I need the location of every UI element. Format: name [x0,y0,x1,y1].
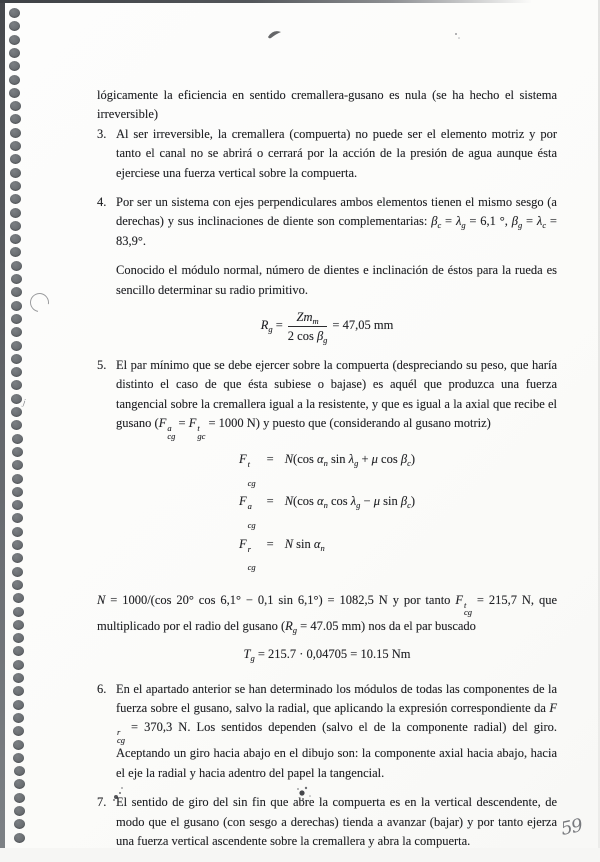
equals-sign: = [266,494,274,509]
document-content [97,86,557,862]
binding-hole [11,394,22,404]
binding-hole [14,819,25,829]
math-italic: N [97,592,106,607]
binding-hole [12,500,23,510]
formula-pitch-radius [260,310,394,346]
binding-hole [13,726,24,736]
math-token: $\beta_g$ [511,214,523,231]
binding-hole [12,460,23,470]
binding-hole [9,61,20,71]
math-token: F t cg [455,592,473,618]
binding-holes-column [0,0,28,848]
item-text: En el apartado anterior se han determinado los módulos de todas las componentes de la fuerza sobre el gusano, salvo la radial, que aplicando la expresión correspondiente da F r cg = 370,3 N. Los sentidos dependen (salvo el de la componente radial) del giro. Aceptando un giro hacia abajo en el dibujo son: la componente axial hacia abajo, hacia el eje la radial y hacia adentro del papel la tangencial. [116,681,557,780]
binding-hole [13,673,24,683]
item-text: El par mínimo que se debe ejercer sobre la compuerta (despreciando su peso, que haría distinto el caso de que ésta subiese o bajase) es aquél que produzca una fuerza tangencial sobre la cremallera igual a la resistente, y que es igual a la axial que recibe el gusano (F a cg = F t gc = 1000 N) y puesto que (considerando al gusano motriz) [116,358,557,441]
binding-hole [14,806,25,816]
binding-hole [10,141,21,151]
binding-hole [13,700,24,710]
formula-torque: $T_g = 215.7 \cdot 0,04705 = 10.15$ Nm [243,647,411,664]
binding-hole [13,593,24,603]
binding-hole [12,527,23,537]
binding-hole [12,487,23,497]
binding-hole [13,620,24,630]
formula-result: = 47,05 mm [332,318,394,333]
math-token: $\beta_c$ [400,452,411,469]
math-token: F a cg [158,416,176,441]
fraction-numerator [288,310,328,327]
math-token: $Zm_m$ [296,310,319,327]
binding-hole [12,474,23,484]
math-token: F a cg [238,494,256,531]
binding-hole [9,75,20,85]
equation-rhs: N(cos $\alpha_n$ $\cos \lambda_g - \mu$ $\sin \beta_c$) [284,494,416,511]
binding-hole [10,247,21,257]
item-subparagraph: Conocido el módulo normal, número de dientes e inclinación de éstos para la rueda es sencillo determinar su radio primitivo. [116,263,557,297]
binding-hole [12,447,23,457]
binding-hole [14,833,25,843]
binding-hole [11,380,22,390]
binding-hole [12,434,23,444]
binding-hole [10,194,21,204]
item-number: 3. [97,126,107,141]
math-token: $R_g$ [260,318,273,335]
binding-hole [11,314,22,324]
binding-hole [13,646,24,656]
math-token: $\alpha_n$ [317,452,328,469]
equation-rhs: N(cos $\alpha_n$ $\sin \lambda_g + \mu$ $\cos \beta_c$) [284,452,416,469]
fraction-denominator: 2 $\cos \beta_g$ [287,329,328,346]
binding-hole [11,301,22,311]
math-token: $R_g$ [285,618,298,635]
equation-lhs [239,535,256,577]
binding-hole [13,607,24,617]
math-token: $\alpha_n$ [317,494,328,511]
binding-hole [10,101,21,111]
pencil-circle-mark [26,289,52,315]
item-number: 7. [97,795,107,810]
binding-hole [14,766,25,776]
formula-lhs: $R_g$ = [260,318,283,335]
ink-smudge-top [266,27,286,41]
math-token: F t cg [238,452,256,488]
binding-hole [10,221,21,231]
binding-hole [13,713,24,723]
math-token: $\beta_g$ [316,329,328,346]
equation-rhs: N $\sin \alpha_n$ [284,536,325,553]
fraction [287,310,328,346]
item-number: 4. [97,195,107,210]
math-italic: N [284,536,294,551]
item-number: 5. [97,358,107,373]
math-token: $\alpha_n$ [313,536,325,553]
math-token: $\lambda_g$ [350,494,361,511]
list-item-7 [97,793,557,851]
binding-hole [13,686,24,696]
binding-hole [10,128,21,138]
binding-hole [11,367,22,377]
binding-hole [11,341,22,351]
force-equation-system [239,450,415,577]
math-token: $\lambda_g$ [455,214,466,231]
binding-hole [9,8,20,18]
binding-hole [9,88,20,98]
binding-hole [10,208,21,218]
binding-hole [13,740,24,750]
binding-hole [13,753,24,763]
math-token: $\lambda_g$ [348,452,359,469]
list-item-5 [97,356,557,440]
equation-lhs [239,450,256,492]
binding-hole [9,35,20,45]
list-item-4 [97,193,557,300]
binding-hole [9,21,20,31]
binding-hole [13,660,24,670]
math-token: $T_g$ [243,647,255,664]
equation-lhs [239,492,256,534]
binding-hole [11,354,22,364]
math-italic: N [284,494,294,509]
binding-hole [14,793,25,803]
math-italic: N [284,452,294,467]
paragraph-normal-force: N = 1000/(cos 20° cos 6,1° − 0,1 sin 6,1°) = 1082,5 N y por tanto F t cg = 215,7 N, que multiplicado por el radio del gusano ($R_g = 47.05$ mm) nos da el par buscado [97,592,558,635]
binding-hole [12,540,23,550]
binding-hole [12,513,23,523]
binding-hole [10,114,21,124]
math-token: $\beta_c$ [400,494,411,511]
math-token: F r cg [117,701,557,745]
math-italic: μ [371,452,378,467]
binding-hole [11,261,22,271]
paragraph-continuation: lógicamente la eficiencia en sentido cremallera-gusano es nula (se ha hecho el sistema irreversible) [97,88,557,122]
binding-hole [12,567,23,577]
equals-sign: = [266,536,274,551]
list-item-3 [97,125,557,183]
binding-hole [11,287,22,297]
binding-hole [10,234,21,244]
list-item-6 [97,680,557,784]
binding-hole [12,553,23,563]
item-text: El sentido de giro del sin fin que abre la compuerta es en la vertical descendente, de modo que el gusano (con sesgo a derechas) tienda a avanzar (bajar) y por tanto ejerza una fuerza vertical ascendente sobre la cremallera y abra la compuerta. [116,795,557,849]
binding-hole [10,154,21,164]
math-token: $\lambda_c$ [536,214,547,231]
binding-hole [12,580,23,590]
binding-hole [14,779,25,789]
binding-hole [10,181,21,191]
math-italic: μ [373,494,380,509]
item-text: Al ser irreversible, la cremallera (compuerta) no puede ser el elemento motriz y por tanto el canal no se abrirá o cerrará por la acción de la presión de agua aunque ésta ejerciese una fuerza vertical sobre la compuerta. [116,126,557,180]
math-token: $\beta_c$ [431,214,442,231]
binding-hole [11,327,22,337]
math-token: F r cg [238,536,256,573]
binding-hole [10,168,21,178]
item-text: Por ser un sistema con ejes perpendiculares ambos elementos tienen el mismo sesgo (a derechas) y sus inclinaciones de diente son complementarias: $\beta_c = \lambda_g = 6,1$ °, $\beta_g = \lambda_c = 83,9^\circ$. [116,195,557,248]
handwritten-page-number: 59 [559,815,584,840]
ink-speck-top-right [452,31,464,41]
item-number: 6. [97,681,107,696]
scan-top-edge [0,0,560,3]
binding-hole [11,274,22,284]
binding-hole [11,420,22,430]
binding-hole [13,633,24,643]
binding-hole [9,48,20,58]
equals-sign: = [266,452,274,467]
math-token: F t gc [188,416,206,441]
pencil-hook-mark: ʲ [20,396,26,414]
